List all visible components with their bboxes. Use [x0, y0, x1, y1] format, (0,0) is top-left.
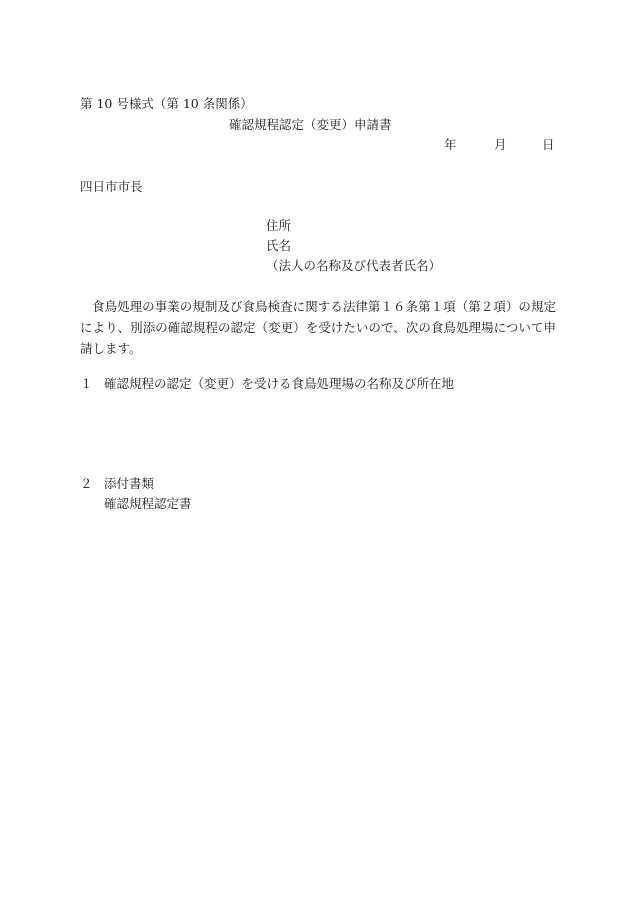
item-1 [80, 378, 454, 391]
document-title: 確認規程認定（変更）申請書 [229, 117, 392, 132]
date-month-label: 月 [494, 137, 507, 152]
form-number: 第 10 号様式（第 10 条関係） [80, 96, 253, 111]
item-2 [80, 478, 154, 491]
applicant-address-label: 住所 [266, 218, 292, 233]
application-statement: 食鳥処理の事業の規制及び食鳥検査に関する法律第１６条第１項（第２項）の規定により、別添の確認規程の認定（変更）を受けたいので、次の食鳥処理場について申請します。 [80, 299, 556, 356]
date-year-label: 年 [444, 137, 457, 152]
date-day-label: 日 [542, 137, 555, 152]
addressee: 四日市市長 [80, 179, 143, 194]
item-2-number: ２ [80, 476, 93, 491]
item-1-text: 確認規程の認定（変更）を受ける食鳥処理場の名称及び所在地 [104, 376, 455, 391]
item-2-text: 添付書類 [104, 476, 155, 491]
applicant-name-note: （法人の名称及び代表者氏名） [266, 258, 442, 273]
item-1-number: １ [80, 376, 93, 391]
applicant-name-label: 氏名 [266, 238, 292, 253]
item-2-detail: 確認規程認定書 [104, 496, 192, 511]
